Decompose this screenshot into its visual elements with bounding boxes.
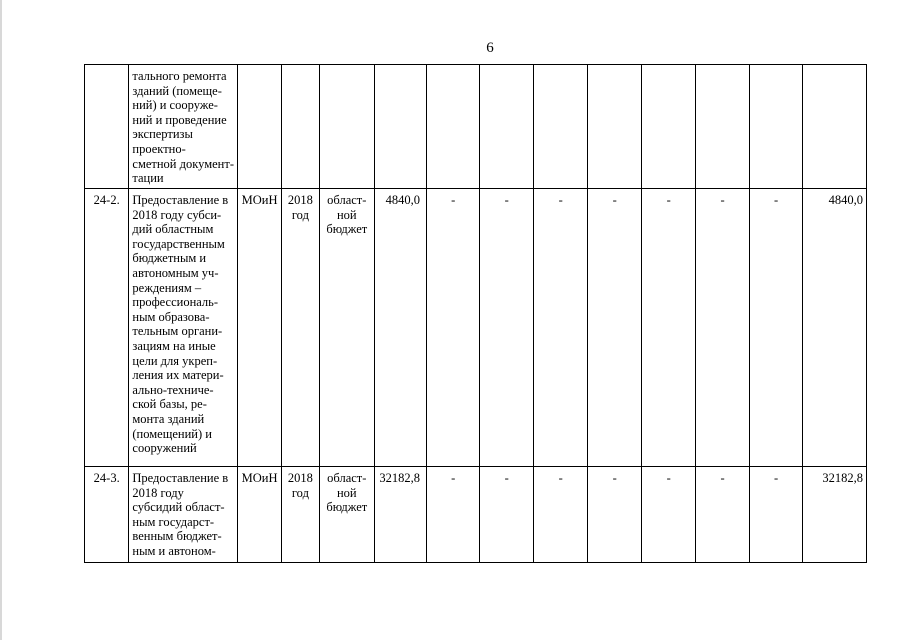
executor-cell: МОиН [238,189,281,467]
value-cell: - [533,467,587,563]
funding-source-line: бюджет [326,500,368,515]
description-cell [129,467,238,563]
funding-source-cell [320,467,374,563]
total-cell: 4840,0 [803,189,867,467]
description-line: Предоставление в [132,193,229,207]
value-cell: - [427,467,480,563]
page-number: 6 [486,40,494,56]
term-line: 2018 [287,193,313,207]
description-line: цели для укреп- [132,353,218,368]
total-cell [803,65,867,189]
funding-source-line: ной [336,207,357,222]
description-line: сооружений [132,441,197,456]
description-line: ний) и сооруже- [132,98,218,113]
funding-source-line: област- [327,193,367,207]
description-line: тации [132,171,164,186]
funding-source-cell [320,65,374,189]
description-line: 2018 году субси- [132,207,222,222]
funding-source-line: ной [336,485,357,500]
value-cell: - [533,189,587,467]
description-line: ской базы, ре- [132,397,207,412]
description-line: монта зданий [132,411,205,426]
value-cell: - [641,467,695,563]
term-cell [281,65,319,189]
row-number-cell: 24-2. [85,189,129,467]
scan-left-edge [0,0,2,640]
value-cell: - [588,189,641,467]
executor-cell [238,65,281,189]
total-cell: 32182,8 [803,467,867,563]
description-line: автономным уч- [132,265,219,280]
value-cell [749,65,802,189]
executor-cell: МОиН [238,467,281,563]
term-line: год [291,485,309,500]
description-line: 2018 году [132,485,184,500]
description-line: государственным [132,236,225,251]
value-cell [588,65,641,189]
description-line: ным государст- [132,514,215,529]
row-number-cell: 24-3. [85,467,129,563]
description-line: зациям на иные [132,338,216,353]
table-row [85,189,867,467]
value-cell: - [749,467,802,563]
description-line: тального ремонта [132,69,227,83]
funding-source-line: област- [327,471,367,485]
description-line: ным и автоном- [132,543,216,558]
term-cell [281,189,319,467]
value-cell [533,65,587,189]
value-cell: 32182,8 [374,467,426,563]
description-line: ально-техниче- [132,382,214,397]
value-cell: - [480,467,533,563]
value-cell [641,65,695,189]
row-number-cell [85,65,129,189]
description-line: ления их матери- [132,368,224,383]
value-cell: - [749,189,802,467]
table-row [85,65,867,189]
description-line: зданий (помеще- [132,83,222,98]
description-line: Предоставление в [132,471,229,485]
funding-source-cell [320,189,374,467]
description-line: венным бюджет- [132,529,222,544]
term-cell [281,467,319,563]
value-cell [696,65,749,189]
description-line: профессиональ- [132,295,219,310]
term-line: год [291,207,309,222]
value-cell: - [696,189,749,467]
description-line: реждениям – [132,280,202,295]
description-cell [129,65,238,189]
value-cell: - [480,189,533,467]
description-line: ний и проведение [132,112,227,127]
program-table [84,64,867,563]
description-cell [129,189,238,467]
table-row [85,467,867,563]
description-line: сметной документ- [132,156,234,171]
description-line: ным образова- [132,309,210,324]
value-cell: - [641,189,695,467]
term-line: 2018 [287,471,313,485]
value-cell [480,65,533,189]
value-cell: - [427,189,480,467]
description-line: бюджетным и [132,251,207,266]
value-cell: - [588,467,641,563]
value-cell [374,65,426,189]
description-line: дий областным [132,222,214,237]
value-cell: 4840,0 [374,189,426,467]
value-cell: - [696,467,749,563]
description-line: (помещений) и [132,426,212,441]
description-line: тельным органи- [132,324,223,339]
funding-source-line: бюджет [326,222,368,237]
value-cell [427,65,480,189]
description-line: проектно- [132,141,186,156]
description-line: экспертизы [132,127,193,142]
description-line: субсидий област- [132,500,225,515]
